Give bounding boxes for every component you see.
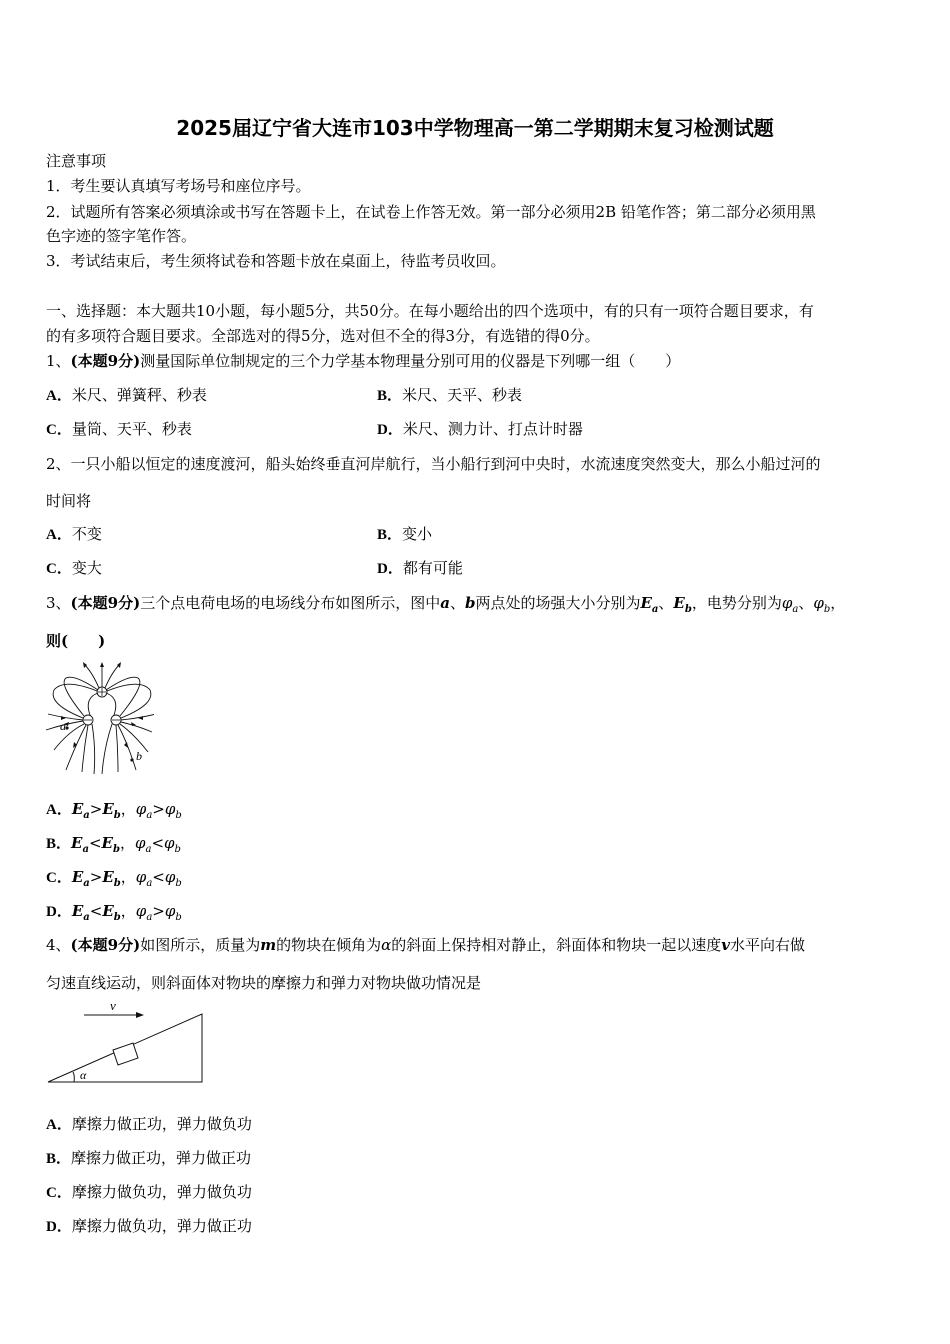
option-a[interactable]: A．不变 — [46, 525, 102, 543]
notice-heading: 注意事项 — [46, 152, 107, 170]
notice-item: 1．考生要认真填写考场号和座位序号。 — [46, 177, 311, 195]
question-number: 1、 — [46, 352, 71, 370]
option-c[interactable]: C．$E_a>E_b$，$\varphi_a<\varphi_b$ — [46, 868, 182, 889]
option-c[interactable]: C．变大 — [46, 559, 102, 577]
option-a[interactable]: A．摩擦力做正功，弹力做负功 — [46, 1115, 252, 1133]
option-b[interactable]: B．米尺、天平、秒表 — [377, 386, 523, 404]
point-b-marker — [130, 758, 133, 761]
incline-figure — [44, 998, 208, 1088]
option-d[interactable]: D．$E_a<E_b$，$\varphi_a>\varphi_b$ — [46, 902, 182, 923]
question-text: 测量国际单位制规定的三个力学基本物理量分别可用的仪器是下列哪一组（ ） — [140, 352, 681, 370]
electric-field-figure — [44, 660, 154, 776]
section-intro: 一、选择题：本大题共10小题，每小题5分，共50分。在每小题给出的四个选项中，有的只有一项符合题目要求，有 — [46, 302, 814, 320]
option-b[interactable]: B．变小 — [377, 525, 433, 543]
section-intro: 的有多项符合题目要求。全部选对的得5分，选对但不全的得3分，有选错的得0分。 — [46, 327, 600, 345]
option-d[interactable]: D．都有可能 — [377, 559, 463, 577]
option-c[interactable]: C．量筒、天平、秒表 — [46, 420, 192, 438]
question-1-stem — [46, 349, 906, 373]
question-2-stem: 时间将 — [46, 492, 92, 510]
option-a[interactable]: A．米尺、弹簧秤、秒表 — [46, 386, 207, 404]
notice-item: 色字迹的签字笔作答。 — [46, 227, 197, 245]
block — [113, 1043, 138, 1065]
velocity-label: v — [110, 998, 116, 1013]
option-d[interactable]: D．米尺、测力计、打点计时器 — [377, 420, 583, 438]
question-3-stem: 则( ) — [46, 632, 106, 650]
option-b[interactable]: B．摩擦力做正功，弹力做正功 — [46, 1149, 252, 1167]
point-b-label: b — [136, 749, 142, 763]
question-2-stem: 2、一只小船以恒定的速度渡河，船头始终垂直河岸航行，当小船行到河中央时，水流速度突然变大，那么小船过河的 — [46, 455, 821, 473]
question-tag: (本题9分) — [70, 352, 141, 370]
angle-label: α — [80, 1068, 87, 1082]
option-d[interactable]: D．摩擦力做负功，弹力做正功 — [46, 1217, 252, 1235]
page-title: 2025届辽宁省大连市103中学物理高一第二学期期末复习检测试题 — [176, 116, 774, 140]
notice-item: 3．考试结束后，考生须将试卷和答题卡放在桌面上，待监考员收回。 — [46, 252, 506, 270]
question-4-stem: 匀速直线运动，则斜面体对物块的摩擦力和弹力对物块做功情况是 — [46, 974, 482, 992]
notice-item: 2．试题所有答案必须填涂或书写在答题卡上，在试卷上作答无效。第一部分必须用2B 铅笔作答；第二部分必须用黑 — [46, 203, 816, 221]
option-b[interactable]: B．$E_a<E_b$，$\varphi_a<\varphi_b$ — [46, 834, 181, 855]
option-a[interactable]: A．$E_a>E_b$，$\varphi_a>\varphi_b$ — [46, 800, 182, 821]
point-a-label: a — [60, 719, 66, 733]
question-4-stem: 4、(本题9分)如图所示，质量为m的物块在倾角为α的斜面上保持相对静止，斜面体和物块一起以速度v水平向右做 — [46, 936, 805, 954]
option-c[interactable]: C．摩擦力做负功，弹力做负功 — [46, 1183, 252, 1201]
question-3-stem: 3、(本题9分)三个点电荷电场的电场线分布如图所示，图中a、b两点处的场强大小分别为$E_a$、$E_b$，电势分别为$\varphi_a$、$\varphi_b$， — [46, 594, 846, 615]
